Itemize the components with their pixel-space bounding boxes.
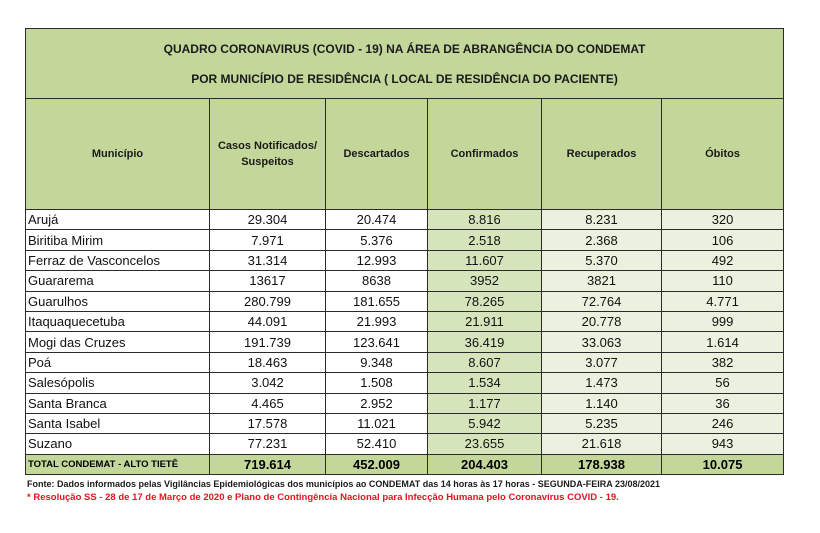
cell-confirmados: 78.265 <box>428 291 542 311</box>
cell-casos: 191.739 <box>210 332 326 352</box>
cell-confirmados: 1.534 <box>428 373 542 393</box>
cell-recuperados: 21.618 <box>542 434 662 454</box>
table-row <box>26 250 784 270</box>
cell-casos: 17.578 <box>210 413 326 433</box>
header-municipio: Município <box>26 99 210 210</box>
cell-casos: 280.799 <box>210 291 326 311</box>
cell-descartados: 181.655 <box>326 291 428 311</box>
cell-confirmados: 23.655 <box>428 434 542 454</box>
cell-obitos: 246 <box>662 413 784 433</box>
cell-obitos: 106 <box>662 230 784 250</box>
table-row <box>26 352 784 372</box>
cell-municipio: Arujá <box>26 210 210 230</box>
cell-confirmados: 21.911 <box>428 311 542 331</box>
table-body <box>26 210 784 455</box>
table-row <box>26 373 784 393</box>
cell-obitos: 492 <box>662 250 784 270</box>
cell-recuperados: 5.370 <box>542 250 662 270</box>
cell-municipio: Guarulhos <box>26 291 210 311</box>
source-note: Fonte: Dados informados pelas Vigilâncias Epidemiológicas dos municípios ao CONDEMAT das 14 horas às 17 horas - SEGUNDA-FEIRA 23/08/2021 <box>27 478 661 489</box>
cell-recuperados: 5.235 <box>542 413 662 433</box>
cell-casos: 31.314 <box>210 250 326 270</box>
cell-municipio: Santa Branca <box>26 393 210 413</box>
cell-municipio: Santa Isabel <box>26 413 210 433</box>
cell-municipio: Salesópolis <box>26 373 210 393</box>
cell-confirmados: 5.942 <box>428 413 542 433</box>
cell-confirmados: 3952 <box>428 271 542 291</box>
total-confirmados: 204.403 <box>428 454 542 474</box>
header-confirmados: Confirmados <box>428 99 542 210</box>
header-descartados: Descartados <box>326 99 428 210</box>
cell-municipio: Itaquaquecetuba <box>26 311 210 331</box>
cell-confirmados: 1.177 <box>428 393 542 413</box>
cell-descartados: 5.376 <box>326 230 428 250</box>
cell-obitos: 110 <box>662 271 784 291</box>
cell-obitos: 999 <box>662 311 784 331</box>
cell-recuperados: 1.140 <box>542 393 662 413</box>
header-recuperados: Recuperados <box>542 99 662 210</box>
table-title <box>26 29 784 99</box>
table-row <box>26 413 784 433</box>
cell-descartados: 8638 <box>326 271 428 291</box>
cell-casos: 4.465 <box>210 393 326 413</box>
cell-municipio: Mogi das Cruzes <box>26 332 210 352</box>
cell-descartados: 2.952 <box>326 393 428 413</box>
cell-recuperados: 1.473 <box>542 373 662 393</box>
cell-descartados: 9.348 <box>326 352 428 372</box>
cell-confirmados: 8.607 <box>428 352 542 372</box>
cell-obitos: 320 <box>662 210 784 230</box>
title-line-1: QUADRO CORONAVIRUS (COVID - 19) NA ÁREA DE ABRANGÊNCIA DO CONDEMAT <box>163 41 646 56</box>
total-recuperados: 178.938 <box>542 454 662 474</box>
table-row <box>26 332 784 352</box>
cell-recuperados: 8.231 <box>542 210 662 230</box>
cell-confirmados: 36.419 <box>428 332 542 352</box>
cell-obitos: 943 <box>662 434 784 454</box>
total-casos: 719.614 <box>210 454 326 474</box>
cell-descartados: 52.410 <box>326 434 428 454</box>
cell-casos: 29.304 <box>210 210 326 230</box>
table-row <box>26 291 784 311</box>
cell-casos: 3.042 <box>210 373 326 393</box>
title-line-2: POR MUNICÍPIO DE RESIDÊNCIA ( LOCAL DE RESIDÊNCIA DO PACIENTE) <box>191 71 618 86</box>
cell-recuperados: 3821 <box>542 271 662 291</box>
cell-casos: 77.231 <box>210 434 326 454</box>
total-label: TOTAL CONDEMAT - ALTO TIETÊ <box>26 454 210 474</box>
cell-descartados: 123.641 <box>326 332 428 352</box>
cell-confirmados: 11.607 <box>428 250 542 270</box>
cell-obitos: 56 <box>662 373 784 393</box>
header-row <box>26 99 784 210</box>
header-obitos: Óbitos <box>662 99 784 210</box>
cell-casos: 7.971 <box>210 230 326 250</box>
cell-confirmados: 8.816 <box>428 210 542 230</box>
cell-obitos: 36 <box>662 393 784 413</box>
cell-descartados: 11.021 <box>326 413 428 433</box>
total-row <box>26 454 784 474</box>
covid-table <box>25 28 784 475</box>
table-row <box>26 210 784 230</box>
cell-municipio: Suzano <box>26 434 210 454</box>
total-obitos: 10.075 <box>662 454 784 474</box>
header-casos: Casos Notificados/ Suspeitos <box>210 99 326 210</box>
cell-confirmados: 2.518 <box>428 230 542 250</box>
cell-recuperados: 20.778 <box>542 311 662 331</box>
table-row <box>26 311 784 331</box>
cell-descartados: 21.993 <box>326 311 428 331</box>
cell-casos: 18.463 <box>210 352 326 372</box>
cell-obitos: 382 <box>662 352 784 372</box>
total-descartados: 452.009 <box>326 454 428 474</box>
covid-table-wrapper <box>25 28 783 503</box>
table-row <box>26 271 784 291</box>
cell-municipio: Poá <box>26 352 210 372</box>
cell-recuperados: 2.368 <box>542 230 662 250</box>
cell-municipio: Ferraz de Vasconcelos <box>26 250 210 270</box>
cell-recuperados: 3.077 <box>542 352 662 372</box>
cell-recuperados: 33.063 <box>542 332 662 352</box>
cell-recuperados: 72.764 <box>542 291 662 311</box>
cell-casos: 13617 <box>210 271 326 291</box>
cell-descartados: 12.993 <box>326 250 428 270</box>
table-row <box>26 434 784 454</box>
resolution-note: * Resolução SS - 28 de 17 de Março de 2020 e Plano de Contingência Nacional para Infecção Humana pelo Coronavírus COVID - 19. <box>27 491 619 503</box>
cell-municipio: Biritiba Mirim <box>26 230 210 250</box>
cell-obitos: 1.614 <box>662 332 784 352</box>
cell-obitos: 4.771 <box>662 291 784 311</box>
cell-casos: 44.091 <box>210 311 326 331</box>
cell-descartados: 20.474 <box>326 210 428 230</box>
cell-descartados: 1.508 <box>326 373 428 393</box>
table-row <box>26 393 784 413</box>
table-row <box>26 230 784 250</box>
cell-municipio: Guararema <box>26 271 210 291</box>
